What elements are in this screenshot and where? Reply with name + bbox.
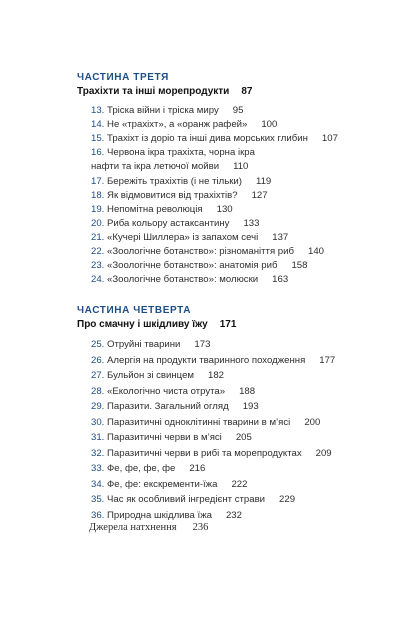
toc-entry-title: Непомітна революція xyxy=(107,203,203,215)
toc-entry-number: 30. xyxy=(91,416,105,428)
toc-entry-title: «Зоологічне ботанство»: різноманіття риб xyxy=(107,246,294,257)
toc-entry-title: Трахіхт із доріо та інші дива морських глибин xyxy=(107,133,308,145)
toc-entry xyxy=(91,493,295,507)
toc-entry-page: 222 xyxy=(231,478,248,490)
part3-title-page: 87 xyxy=(241,86,253,97)
toc-entry xyxy=(91,118,277,132)
toc-entry-number: 20. xyxy=(91,217,105,229)
toc-entry-number: 27. xyxy=(91,370,105,381)
toc-entry-title: Фе, фе, фе, фе xyxy=(107,463,176,474)
toc-entry-page: 173 xyxy=(194,339,211,350)
part4-title-text: Про смачну і шкідливу їжу xyxy=(77,319,208,330)
sources-text: Джерела натхнення xyxy=(89,522,177,533)
part3-title-text: Трахіхти та інші морепродукти xyxy=(77,86,230,97)
toc-entry xyxy=(91,509,242,523)
toc-entry-page: 95 xyxy=(232,105,244,116)
toc-entry-page: 140 xyxy=(308,246,325,257)
toc-entry-title: Червона ікра трахіхта, чорна ікра xyxy=(107,147,255,159)
toc-entry-number: 16. xyxy=(91,147,105,159)
toc-entry-number: 22. xyxy=(91,246,105,257)
toc-entry-title: Паразитичні черви в рибі та морепродуктах xyxy=(107,447,302,459)
toc-entry-title: «Кучері Шиллера» із запахом сечі xyxy=(107,231,259,243)
toc-entry-page: 163 xyxy=(272,274,289,286)
toc-entry xyxy=(91,338,210,352)
toc-entry xyxy=(91,259,307,273)
toc-entry-number: 21. xyxy=(91,231,105,243)
toc-entry-page: 182 xyxy=(208,370,225,381)
toc-entry-number: 32. xyxy=(91,447,105,459)
toc-entry-title: Тріска війни і тріска миру xyxy=(107,105,219,116)
toc-entry-page: 232 xyxy=(225,509,242,521)
toc-entry xyxy=(91,273,288,287)
toc-entry-number: 29. xyxy=(91,401,105,412)
toc-entry-page: 158 xyxy=(291,260,308,272)
toc-entry-number: 13. xyxy=(91,105,105,116)
toc-entry-page: 127 xyxy=(251,189,268,201)
part4-heading: ЧАСТИНА ЧЕТВЕРТА xyxy=(77,305,192,316)
toc-entry xyxy=(91,416,320,430)
toc-entry-title-continued: нафти та ікра летючої мойви xyxy=(91,160,220,172)
toc-entry-number: 14. xyxy=(91,119,105,131)
part4-title-page: 171 xyxy=(219,319,237,330)
toc-entry-title: «Екологічно чиста отрута» xyxy=(107,385,226,397)
toc-entry-number: 25. xyxy=(91,339,105,350)
toc-entry-title: Алергія на продукти тваринного походження xyxy=(107,354,306,366)
toc-entry-number: 24. xyxy=(91,274,105,286)
toc-entry-number: 19. xyxy=(91,203,105,215)
toc-entry-title: Природна шкідлива їжа xyxy=(107,509,212,521)
toc-entry-page: 100 xyxy=(261,119,278,131)
toc-entry-page: 200 xyxy=(304,416,321,428)
toc-entry xyxy=(91,245,324,259)
toc-entry-page: 193 xyxy=(242,401,259,412)
toc-entry xyxy=(91,369,224,383)
toc-entry-title: Паразитичні черви в м’ясі xyxy=(107,432,222,443)
toc-entry xyxy=(91,146,255,173)
toc-entry xyxy=(91,462,205,476)
part4-title xyxy=(77,319,236,330)
toc-entry xyxy=(91,231,288,245)
toc-entry-number: 35. xyxy=(91,494,105,505)
toc-entry xyxy=(91,132,338,146)
toc-entry-number: 36. xyxy=(91,509,105,521)
toc-entry-title: Фе, фе: екскременти-їжа xyxy=(107,478,218,490)
toc-entry xyxy=(91,478,247,492)
toc-entry xyxy=(91,447,332,461)
toc-entry-page: 137 xyxy=(272,231,289,243)
toc-entry-page: 229 xyxy=(279,494,296,505)
part3-title xyxy=(77,86,252,97)
toc-entry-number: 28. xyxy=(91,385,105,397)
toc-entry-page: 188 xyxy=(239,385,256,397)
toc-entry-page: 177 xyxy=(319,354,336,366)
sources-page: 236 xyxy=(192,522,209,533)
toc-entry xyxy=(91,385,255,399)
toc-entry-number: 18. xyxy=(91,189,105,201)
toc-entry xyxy=(91,189,268,203)
toc-entry-page: 205 xyxy=(235,432,252,443)
toc-entry xyxy=(91,431,252,445)
toc-entry xyxy=(91,217,259,231)
toc-entry-number: 33. xyxy=(91,463,105,474)
toc-entry-title: «Зоологічне ботанство»: молюски xyxy=(107,274,259,286)
toc-entry-number: 26. xyxy=(91,354,105,366)
toc-entry-page: 216 xyxy=(189,463,206,474)
toc-entry-title: Риба кольору астаксантину xyxy=(107,217,230,229)
toc-entry-page: 209 xyxy=(315,447,332,459)
toc-entry xyxy=(91,203,233,217)
toc-entry-number: 17. xyxy=(91,175,105,187)
toc-entry-number: 15. xyxy=(91,133,105,145)
toc-entry-page: 133 xyxy=(243,217,260,229)
toc-entry-title: Не «трахіхт», а «оранж рафей» xyxy=(107,119,248,131)
toc-entry xyxy=(91,175,271,189)
toc-entry-title: «Зоологічне ботанство»: анатомія риб xyxy=(107,260,278,272)
toc-entry-title: Отруйні тварини xyxy=(107,339,181,350)
toc-entry-title: Як відмовитися від трахіхтів? xyxy=(107,189,238,201)
toc-entry-page: 107 xyxy=(321,133,338,145)
toc-entry xyxy=(91,400,259,414)
toc-entry-title: Бульйон зі свинцем xyxy=(107,370,195,381)
toc-entry-title: Паразити. Загальний огляд xyxy=(107,401,229,412)
toc-entry xyxy=(91,354,335,368)
toc-entry-title: Час як особливий інгредієнт страви xyxy=(107,494,266,505)
sources-entry xyxy=(89,522,208,533)
toc-entry-number: 23. xyxy=(91,260,105,272)
toc-entry-page: 119 xyxy=(255,175,272,187)
toc-entry-page: 110 xyxy=(233,160,249,172)
toc-entry xyxy=(91,104,243,118)
toc-entry-number: 34. xyxy=(91,478,105,490)
toc-entry-title: Бережіть трахіхтів (і не тільки) xyxy=(107,175,242,187)
part3-heading: ЧАСТИНА ТРЕТЯ xyxy=(77,72,169,83)
toc-entry-title: Паразитичні одноклітинні тварини в м’ясі xyxy=(107,416,291,428)
toc-entry-number: 31. xyxy=(91,432,105,443)
toc-entry-page: 130 xyxy=(216,203,233,215)
